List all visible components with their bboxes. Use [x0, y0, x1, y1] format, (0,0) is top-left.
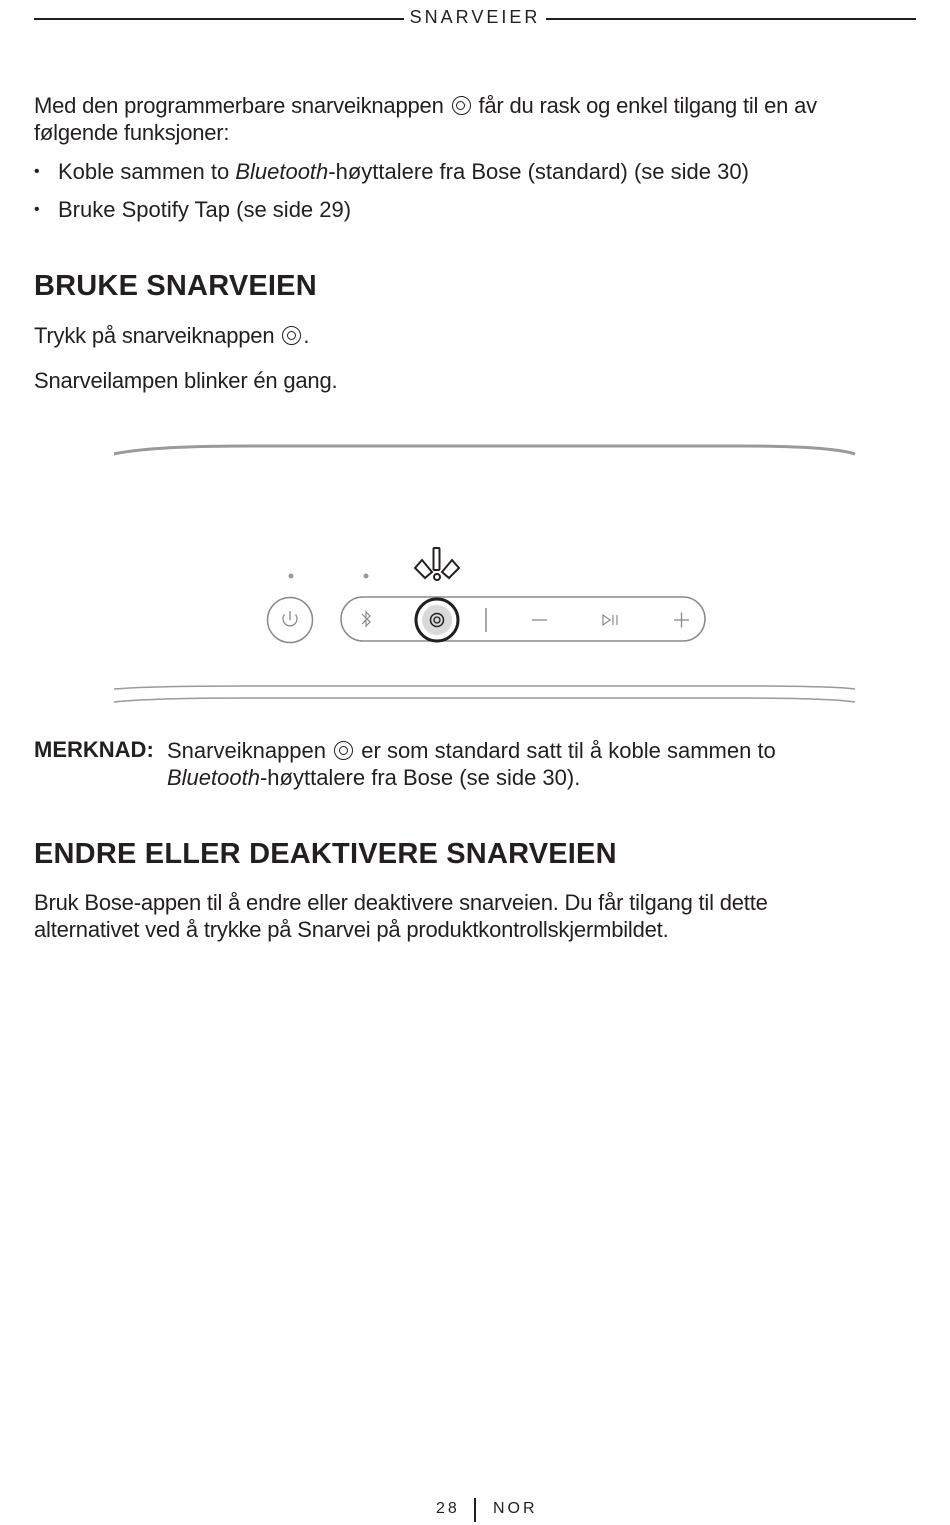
bluetooth-light — [364, 574, 369, 579]
power-button — [268, 598, 313, 643]
speaker-bottom-edge — [114, 686, 855, 689]
step-text: Trykk på snarveiknappen . — [34, 323, 310, 348]
control-strip — [341, 597, 705, 641]
result-text: Snarveilampen blinker én gang. — [34, 368, 338, 393]
bullet-icon: • — [34, 163, 40, 180]
speaker-top-edge — [114, 446, 855, 454]
speaker-illustration — [0, 430, 950, 720]
power-light — [289, 574, 294, 579]
shortcut-icon — [452, 96, 471, 115]
language-code: NOR — [493, 1500, 538, 1517]
note-label: MERKNAD: — [34, 737, 154, 762]
section-heading-change-shortcut: ENDRE ELLER DEAKTIVERE SNARVEIEN — [34, 838, 617, 870]
shortcut-icon — [282, 326, 301, 345]
shortcut-icon — [334, 741, 353, 760]
shortcut-light-flash — [415, 548, 459, 580]
section-heading-use-shortcut: BRUKE SNARVEIEN — [34, 270, 317, 302]
bullet-icon: • — [34, 201, 40, 218]
note-text: Snarveiknappen er som standard satt til å koble sammen to Bluetooth-høyttalere fra Bose (se side 30). — [167, 738, 776, 790]
footer-divider — [474, 1498, 476, 1522]
section-title: SNARVEIER — [0, 7, 950, 28]
change-shortcut-text: Bruk Bose-appen til å endre eller deaktivere snarveien. Du får tilgang til dette alternativet ved å trykke på Snarvei på produktkontrollskjermbildet. — [34, 890, 768, 942]
page-number: 28 — [436, 1500, 460, 1517]
shortcut-button — [416, 599, 458, 641]
intro-paragraph: Med den programmerbare snarveiknappen får du rask og enkel tilgang til en av følgende funksjoner: — [34, 93, 817, 145]
speaker-bottom-edge-2 — [114, 698, 855, 702]
